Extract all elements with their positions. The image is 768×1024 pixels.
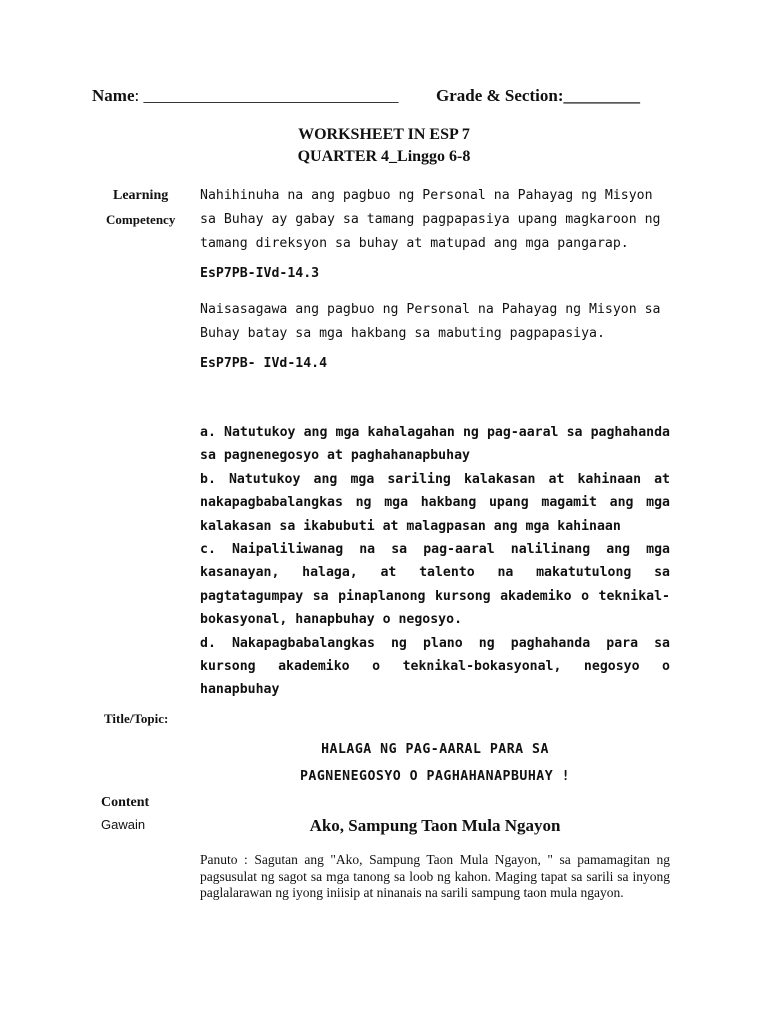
competency-text-1: Nahihinuha na ang pagbuo ng Personal na Pahayag ng Misyon sa Buhay ay gabay sa tamang pagpapasiya upang magkaroon ng tamang direksyon sa buhay at matupad ang mga pangarap. [200, 188, 661, 251]
competency-label: Competency [106, 212, 176, 227]
competency-text-2: Naisasagawa ang pagbuo ng Personal na Pahayag ng Misyon sa Buhay batay sa mga hakbang sa mabuting pagpapasiya. [200, 302, 661, 341]
activity-instructions: Panuto : Sagutan ang "Ako, Sampung Taon Mula Ngayon, " sa pamamagitan ng pagsusulat ng sagot sa mga tanong sa loob ng kahon. Maging tapat sa sarili sa inyong paglalarawan ng iyong iniisip at ninanais na sarili sampung taon mula ngayon. [200, 852, 670, 900]
learning-label: Learning [113, 188, 169, 203]
objective-b: b. Natutukoy ang mga sariling kalakasan at kahinaan at nakapagbabalangkas ng mga hakbang upang magamit ang mga kalakasan sa ikabubuti at malagpasan ang mga kahinaan [200, 471, 670, 534]
objectives-list [200, 421, 670, 702]
gawain-label: Gawain [101, 817, 146, 832]
worksheet-subtitle: QUARTER 4_Linggo 6-8 [297, 148, 471, 165]
name-label: Name [92, 86, 135, 105]
student-info-line [92, 86, 652, 106]
activity-title: Ako, Sampung Taon Mula Ngayon [309, 816, 561, 835]
name-blank: : ______________________________ [134, 86, 399, 105]
objective-c: c. Naipaliliwanag na sa pag-aaral nalilinang ang mga kasanayan, halaga, at talento na makatutulong sa pagtatagumpay sa pinaplanong kursong akademiko o teknikal-bokasyonal, hanapbuhay o negosyo. [200, 542, 670, 628]
objective-d: d. Nakapagbabalangkas ng plano ng paghahanda para sa kursong akademiko o teknikal-bokasyonal, negosyo o hanapbuhay [200, 635, 670, 698]
topic-line-2: PAGNENEGOSYO O PAGHAHANAPBUHAY ! [299, 769, 571, 784]
competency-code-1: EsP7PB-IVd-14.3 [200, 266, 320, 281]
title-topic-label: Title/Topic: [104, 711, 169, 726]
content-label: Content [101, 795, 150, 810]
objective-a: a. Natutukoy ang mga kahalagahan ng pag-aaral sa paghahanda sa pagnenegosyo at paghahanapbuhay [200, 425, 670, 464]
worksheet-title: WORKSHEET IN ESP 7 [298, 126, 470, 143]
topic-line-1: HALAGA NG PAG-AARAL PARA SA [321, 742, 549, 757]
competency-code-2: EsP7PB- IVd-14.4 [200, 356, 328, 371]
grade-section-label: Grade & Section:_________ [436, 86, 640, 105]
